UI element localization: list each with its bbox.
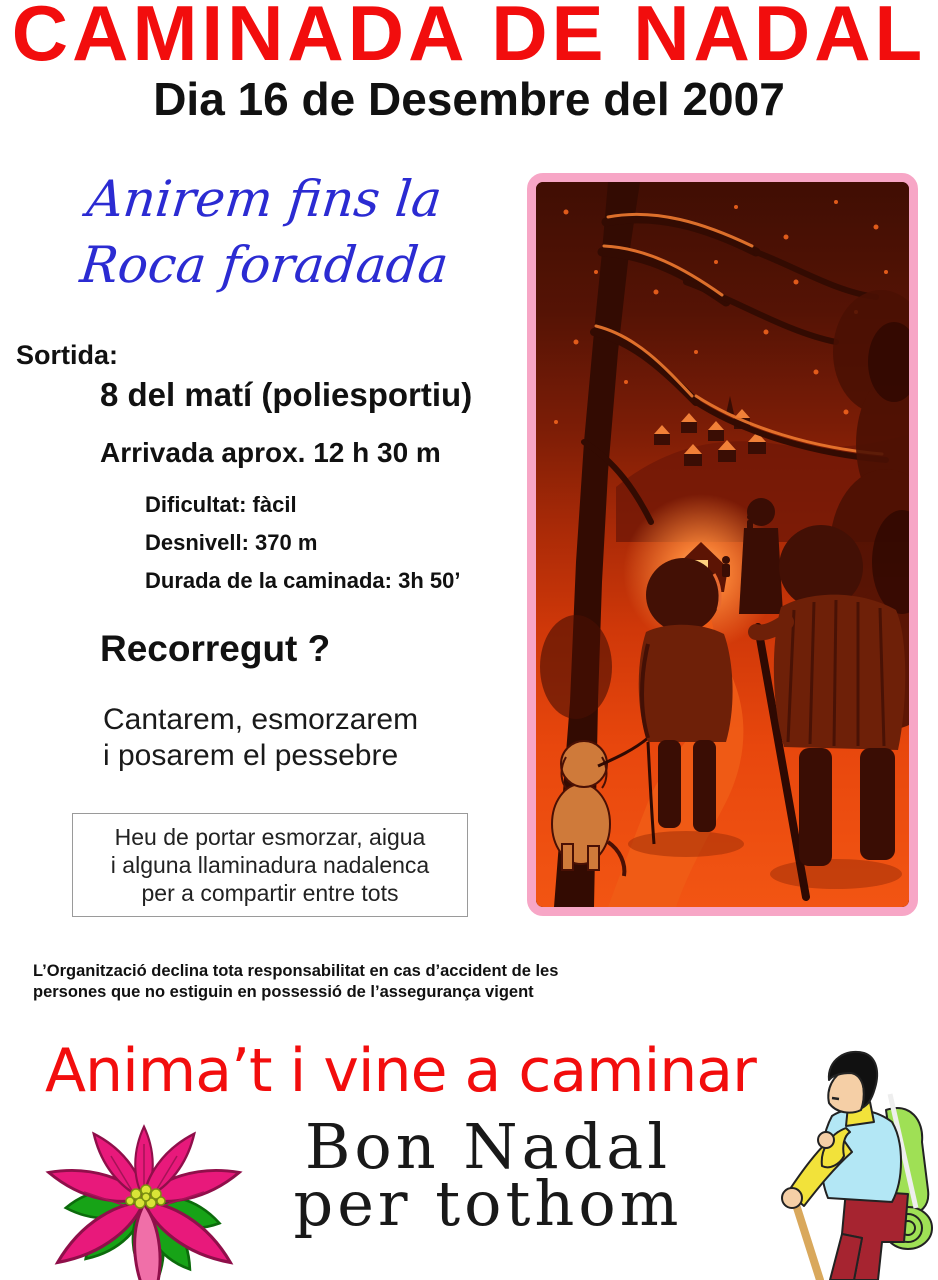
bring-line-1: Heu de portar esmorzar, aigua [114, 824, 426, 850]
greeting-text [262, 1110, 714, 1240]
activities-line-2: i posarem el pessebre [103, 739, 399, 772]
greeting-line-1: Bon Nadal [304, 1110, 672, 1183]
route-heading: Recorregut ? [100, 628, 331, 669]
duration-detail: Durada de la caminada: 3h 50’ [145, 568, 461, 593]
activities-line-1: Cantarem, esmorzarem [103, 703, 419, 736]
disclaimer-line-2: persones que no estiguin en possessió de l’assegurança vigent [33, 983, 534, 1001]
start-time: 8 del matí (poliesportiu) [100, 376, 473, 413]
call-to-action: Anima’t i vine a caminar [45, 1036, 756, 1106]
christmas-scene-illustration [536, 182, 909, 907]
elevation-detail: Desnivell: 370 m [145, 530, 318, 555]
poinsettia-illustration [26, 1114, 258, 1280]
christmas-scene-frame [527, 173, 918, 916]
liability-disclaimer [33, 961, 558, 1003]
bring-line-3: per a compartir entre tots [141, 880, 399, 906]
destination-script [77, 166, 458, 298]
greeting-line-2: per tothom [293, 1167, 683, 1240]
bring-items-box [72, 813, 468, 917]
poster-title: CAMINADA DE NADAL [11, 0, 927, 77]
bring-line-2: i alguna llaminadura nadalenca [110, 852, 430, 878]
hiker-illustration [770, 1042, 938, 1280]
difficulty-detail: Dificultat: fàcil [145, 492, 297, 517]
destination-line-1: Anirem fins la [84, 170, 445, 228]
event-date: Dia 16 de Desembre del 2007 [153, 73, 785, 125]
destination-line-2: Roca foradada [77, 236, 452, 294]
activities-text [103, 702, 418, 774]
arrival-time: Arrivada aprox. 12 h 30 m [100, 437, 441, 468]
disclaimer-line-1: L’Organització declina tota responsabilitat en cas d’accident de les [33, 962, 559, 980]
departure-label: Sortida: [16, 340, 119, 370]
